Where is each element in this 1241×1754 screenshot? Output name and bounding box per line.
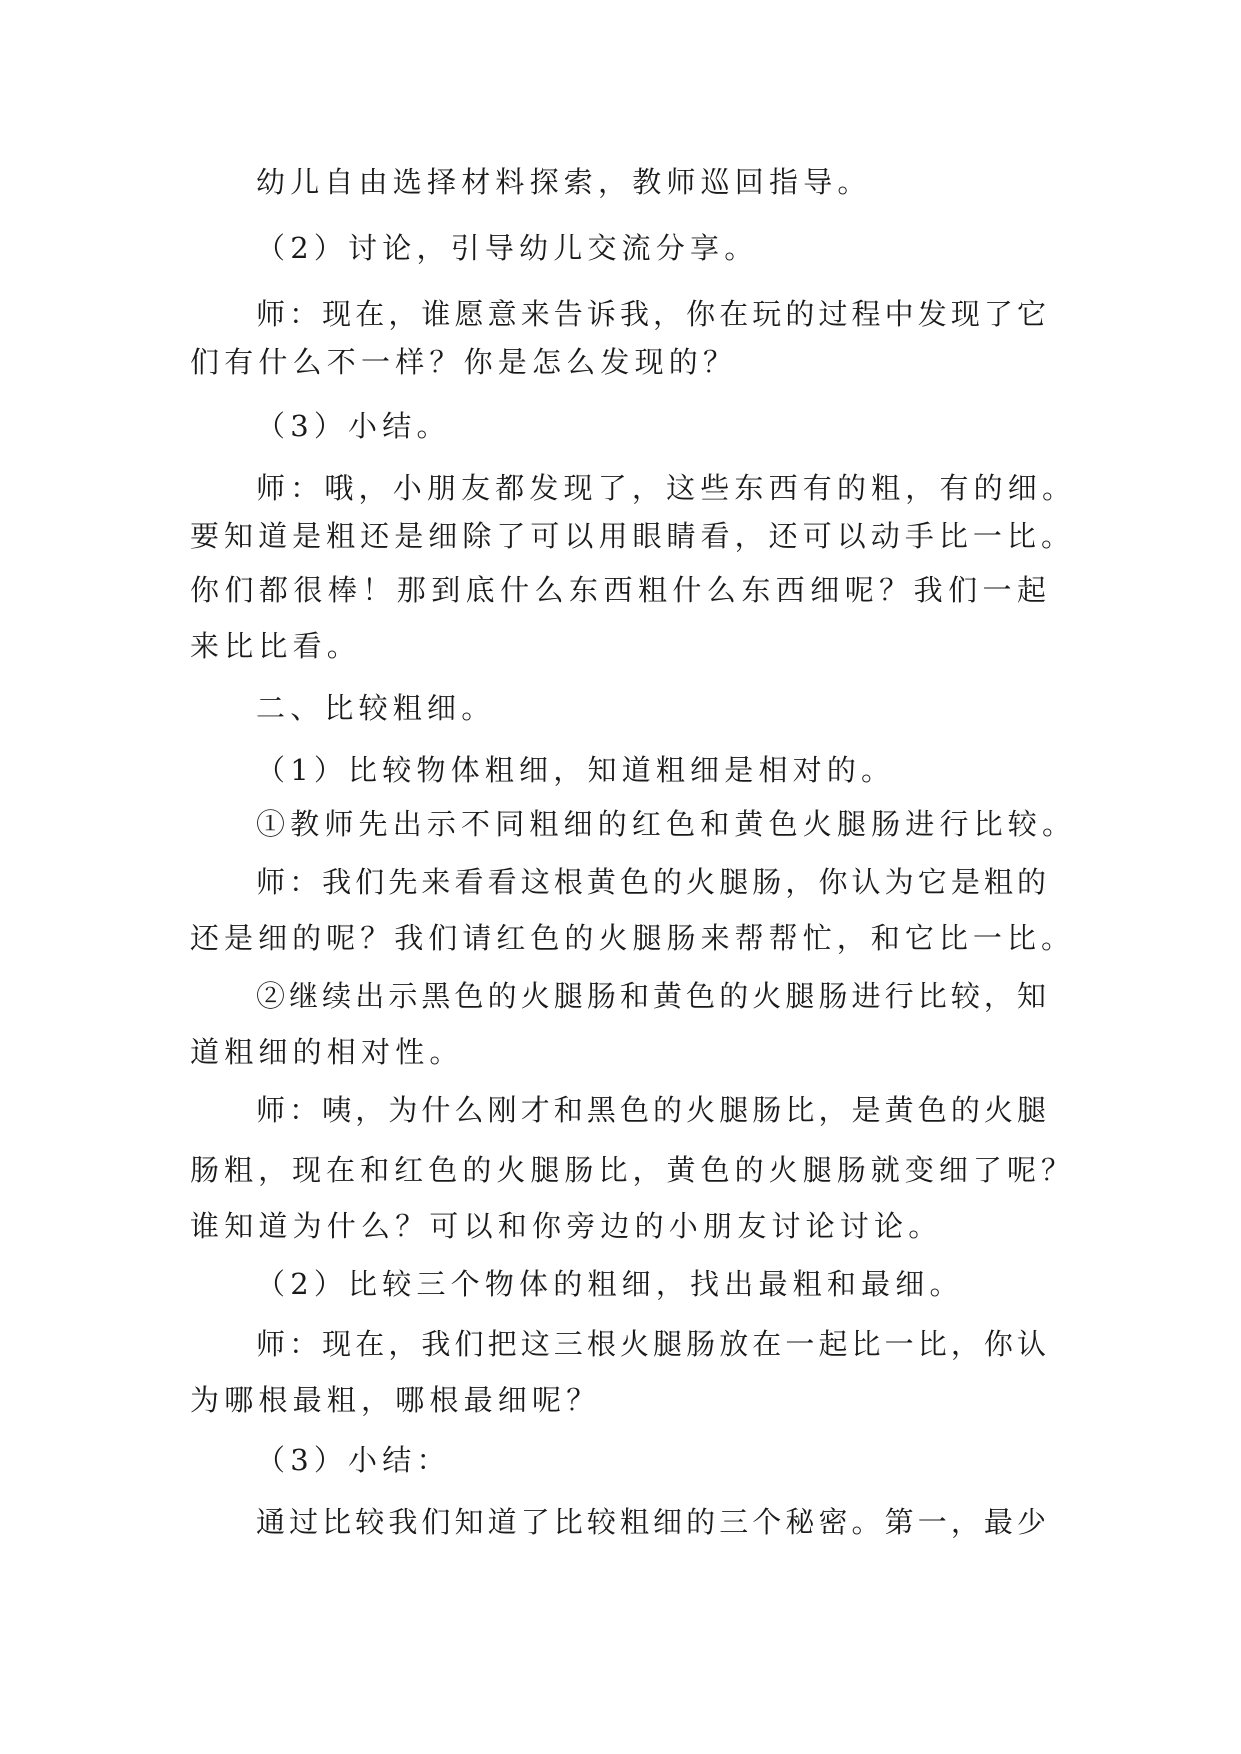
- text-line: （2）讨论，引导幼儿交流分享。: [256, 231, 759, 265]
- text-line: 谁知道为什么？可以和你旁边的小朋友讨论讨论。: [190, 1209, 943, 1243]
- text-line: （1）比较物体粗细，知道粗细是相对的。: [256, 753, 896, 787]
- text-line: 们有什么不一样？你是怎么发现的？: [190, 345, 738, 379]
- text-line: 还是细的呢？我们请红色的火腿肠来帮帮忙，和它比一比。: [190, 921, 1070, 955]
- text-line: 师：咦，为什么刚才和黑色的火腿肠比，是黄色的火腿: [256, 1093, 1046, 1127]
- text-line: ②继续出示黑色的火腿肠和黄色的火腿肠进行比较，知: [256, 979, 1046, 1013]
- text-line: 要知道是粗还是细除了可以用眼睛看，还可以动手比一比。: [190, 519, 1070, 553]
- text-line: 你们都很棒！那到底什么东西粗什么东西细呢？我们一起: [190, 573, 1046, 607]
- text-line: （2）比较三个物体的粗细，找出最粗和最细。: [256, 1267, 964, 1301]
- text-line: 道粗细的相对性。: [190, 1035, 464, 1069]
- text-line: 师：现在，谁愿意来告诉我，你在玩的过程中发现了它: [256, 297, 1046, 331]
- text-line: ①教师先出示不同粗细的红色和黄色火腿肠进行比较。: [256, 807, 1071, 841]
- text-line: 师：我们先来看看这根黄色的火腿肠，你认为它是粗的: [256, 865, 1046, 899]
- text-line: （3）小结。: [256, 409, 451, 443]
- text-line: 幼儿自由选择材料探索，教师巡回指导。: [256, 165, 872, 199]
- text-line: 肠粗，现在和红色的火腿肠比，黄色的火腿肠就变细了呢？: [190, 1153, 1070, 1187]
- text-line: 师：现在，我们把这三根火腿肠放在一起比一比，你认: [256, 1327, 1046, 1361]
- text-line: 来比比看。: [190, 629, 362, 663]
- text-line: 通过比较我们知道了比较粗细的三个秘密。第一，最少: [256, 1505, 1046, 1539]
- text-line: 为哪根最粗，哪根最细呢？: [190, 1383, 601, 1417]
- text-line: 师：哦，小朋友都发现了，这些东西有的粗，有的细。: [256, 471, 1071, 505]
- text-line: （3）小结：: [256, 1443, 451, 1477]
- text-line: 二、比较粗细。: [256, 691, 496, 725]
